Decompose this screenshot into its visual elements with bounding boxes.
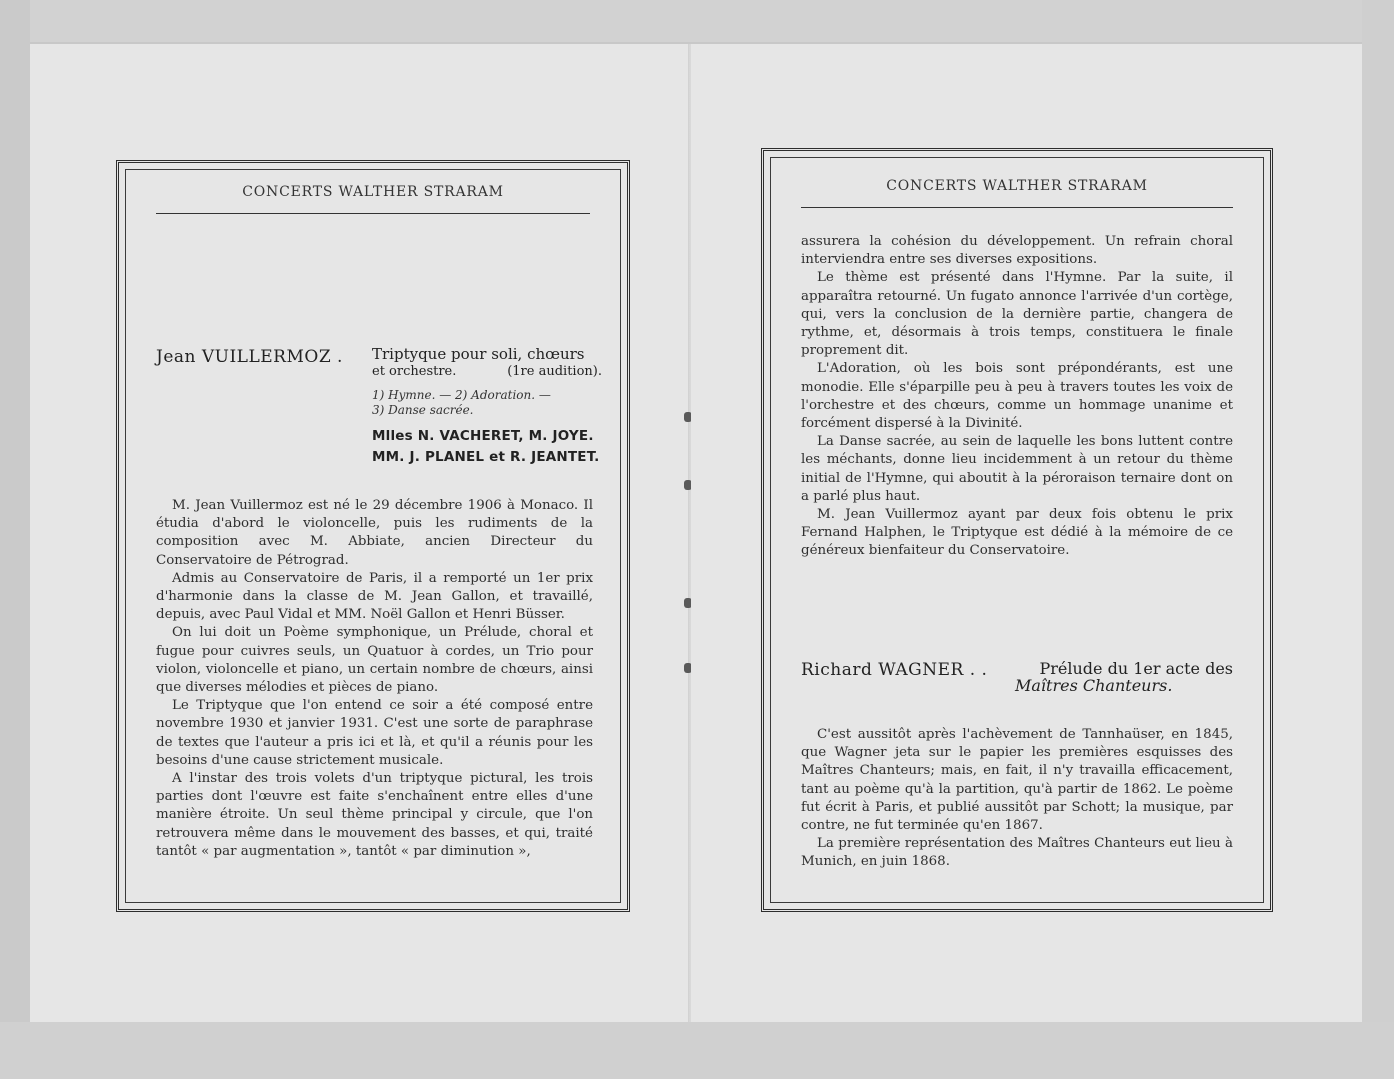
scan-border-bottom bbox=[0, 1022, 1394, 1079]
movements-line-1: 1) Hymne. — 2) Adoration. — bbox=[372, 388, 551, 402]
left-page bbox=[30, 44, 691, 1022]
left-page-frame bbox=[116, 160, 630, 912]
work-title: Triptyque pour soli, chœurs bbox=[372, 345, 585, 363]
scan-border-left bbox=[0, 0, 30, 1079]
movements-list bbox=[372, 388, 602, 418]
body-paragraph: La première représentation des Maîtres Chanteurs eut lieu à Munich, en juin 1868. bbox=[801, 836, 1233, 870]
right-page bbox=[691, 44, 1362, 1022]
soloists-line-1: Mlles N. VACHERET, M. JOYE. bbox=[372, 428, 594, 444]
body-paragraph: assurera la cohésion du développement. Un refrain choral interviendra entre ses diverses expositions. bbox=[801, 234, 1233, 268]
right-page-body-top bbox=[801, 233, 1233, 561]
work-title-block bbox=[1011, 660, 1233, 694]
body-paragraph: L'Adoration, où les bois sont prépondérants, est une monodie. Elle s'éparpille peu à peu à travers toutes les voix de l'orchestre et des chœurs, comme un hommage unanime et forcément dispersé à la Divinité. bbox=[801, 361, 1233, 432]
body-paragraph: M. Jean Vuillermoz est né le 29 décembre 1906 à Monaco. Il étudia d'abord le violoncelle, puis les rudiments de la composition avec M. Abbiate, ancien Directeur du Conservatoire de Pétrograd. bbox=[156, 498, 593, 568]
composer-name: Jean VUILLERMOZ . bbox=[156, 347, 343, 367]
scan-border-right bbox=[1362, 0, 1394, 1079]
composer-name: Richard WAGNER . . bbox=[801, 660, 988, 680]
soloists-block bbox=[372, 426, 612, 468]
right-page-body-bottom bbox=[801, 726, 1233, 872]
work-subtitle-row bbox=[372, 363, 602, 380]
body-paragraph: La Danse sacrée, au sein de laquelle les bons luttent contre les méchants, donne lieu incidemment à un retour du thème initial de l'Hymne, qui aboutit à la péroraison ternaire dont on a parlé plus haut. bbox=[801, 434, 1233, 504]
right-header-rule bbox=[801, 207, 1233, 208]
body-paragraph: Admis au Conservatoire de Paris, il a remporté un 1er prix d'harmonie dans la classe de M. Jean Gallon, et travaillé, depuis, avec Paul Vidal et MM. Noël Gallon et Henri Büsser. bbox=[156, 570, 593, 623]
work-subtitle: Maîtres Chanteurs. bbox=[1015, 676, 1173, 695]
body-paragraph: C'est aussitôt après l'achèvement de Tannhaüser, en 1845, que Wagner jeta sur le papier les premières esquisses des Maîtres Chanteurs; mais, en fait, il n'y travailla efficacement, tant au poème qu'à la partition, qu'à partir de 1862. Le poème fut écrit à Paris, et publié aussitôt par Schott; la musique, par contre, ne fut terminée qu'en 1867. bbox=[801, 727, 1233, 834]
soloists-line-2: MM. J. PLANEL et R. JEANTET. bbox=[372, 449, 600, 465]
first-performance-note: (1re audition). bbox=[507, 364, 602, 379]
work-title: Prélude du 1er acte des bbox=[1039, 659, 1233, 678]
left-header-rule bbox=[156, 213, 590, 214]
work-subtitle: et orchestre. bbox=[372, 364, 457, 379]
body-paragraph: Le Triptyque que l'on entend ce soir a été composé entre novembre 1930 et janvier 1931. C'est une sorte de paraphrase de textes que l'auteur a pris ici et là, et qu'il a réunis pour les besoins d'une cause strictement musicale. bbox=[156, 698, 593, 768]
body-paragraph: Le thème est présenté dans l'Hymne. Par la suite, il apparaîtra retourné. Un fugato annonce l'arrivée d'un cortège, qui, vers la conclusion de la dernière partie, changera de rythme, et, désormais à trois temps, constituera le finale proprement dit. bbox=[801, 270, 1233, 359]
right-page-header: CONCERTS WALTHER STRARAM bbox=[886, 178, 1148, 194]
body-paragraph: A l'instar des trois volets d'un triptyque pictural, les trois parties dont l'œuvre est faite s'enchaînent entre elles d'une manière étroite. Un seul thème principal y circule, que l'on retrouvera même dans le mouvement des basses, et qui, traité tantôt « par augmentation », tantôt « par diminution », bbox=[156, 771, 593, 859]
left-page-header: CONCERTS WALTHER STRARAM bbox=[242, 184, 504, 200]
movements-line-2: 3) Danse sacrée. bbox=[372, 403, 474, 417]
scan-border-top bbox=[0, 0, 1394, 42]
body-paragraph: M. Jean Vuillermoz ayant par deux fois obtenu le prix Fernand Halphen, le Triptyque est dédié à la mémoire de ce généreux bienfaiteur du Conservatoire. bbox=[801, 507, 1233, 559]
right-page-frame bbox=[761, 148, 1273, 912]
right-page-inner-frame bbox=[770, 157, 1264, 903]
work-title-block bbox=[372, 346, 602, 380]
left-page-inner-frame bbox=[125, 169, 621, 903]
left-page-body bbox=[156, 497, 593, 861]
body-paragraph: On lui doit un Poème symphonique, un Prélude, choral et fugue pour cuivres seuls, un Quatuor à cordes, un Trio pour violon, violoncelle et piano, un certain nombre de chœurs, ainsi que diverses mélodies et pièces de piano. bbox=[156, 625, 593, 696]
